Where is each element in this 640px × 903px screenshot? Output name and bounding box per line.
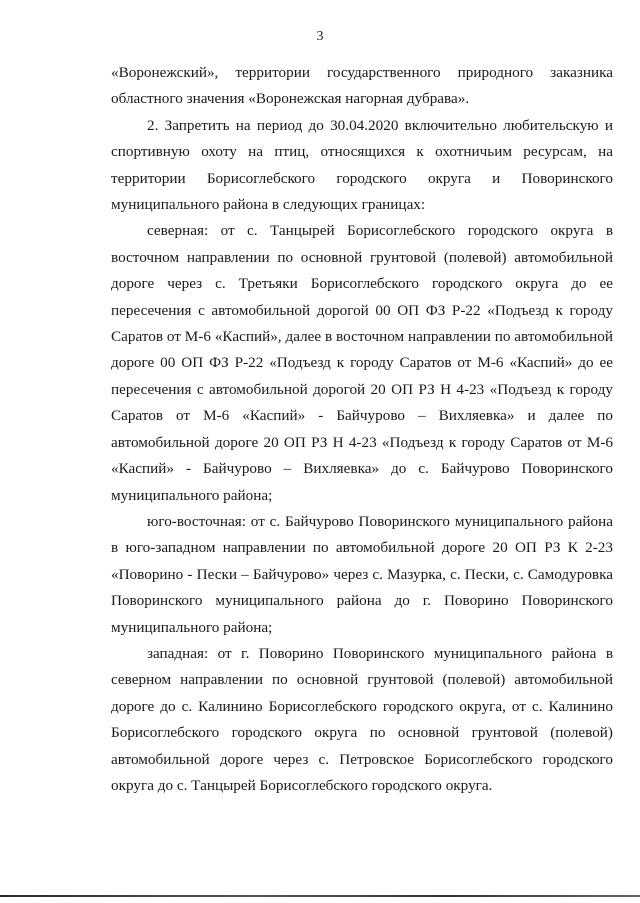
paragraph-boundary-west: западная: от г. Поворино Поворинского муниципального района в северном направлении по основной грунтовой (полевой) автомобильной дороге до с. Калинино Борисоглебского городского округа, от с. Калинино Борисоглебского городского округа по основной грунтовой (полевой) автомобильной дороге через с. Петровское Борисоглебского городского округа до с. Танцырей Борисоглебского городского округа. (111, 644, 613, 794)
scan-edge-line (0, 895, 640, 897)
paragraph-continuation: «Воронежский», территории государственного природного заказника областного значения «Воронежская нагорная дубрава». (111, 64, 613, 108)
paragraph-boundary-north: северная: от с. Танцырей Борисоглебского городского округа в восточном направлении по основной грунтовой (полевой) автомобильной дороге через с. Третьяки Борисоглебского городского округа до ее пересечения с автомобильной дорогой 00 ОП ФЗ Р-22 «Подъезд к городу Саратов от М-6 «Каспий», далее в восточном направлении по автомобильной дороге 00 ОП ФЗ Р-22 «Подъезд к городу Саратов от М-6 «Каспий» до ее пересечения с автомобильной дорогой 20 ОП РЗ Н 4-23 «Подъезд к городу Саратов от М-6 «Каспий» - Байчурово – Вихляевка» и далее по автомобильной дороге 20 ОП РЗ Н 4-23 «Подъезд к городу Саратов от М-6 «Каспий» - Байчурово – Вихляевка» до с. Байчурово Поворинского муниципального района; (111, 222, 613, 504)
paragraph-item-2: 2. Запретить на период до 30.04.2020 включительно любительскую и спортивную охоту на птиц, относящихся к охотничьим ресурсам, на территории Борисоглебского городского округа и Поворинского муниципального района в следующих границах: (111, 116, 613, 214)
page-number: 3 (316, 29, 324, 44)
paragraph-boundary-southeast: юго-восточная: от с. Байчурово Поворинского муниципального района в юго-западном направлении по автомобильной дороге 20 ОП РЗ К 2-23 «Поворино - Пески – Байчурово» через с. Мазурка, с. Пески, с. Самодуровка Поворинского муниципального района до г. Поворино Поворинского муниципального района; (111, 512, 613, 636)
document-body (111, 60, 613, 799)
